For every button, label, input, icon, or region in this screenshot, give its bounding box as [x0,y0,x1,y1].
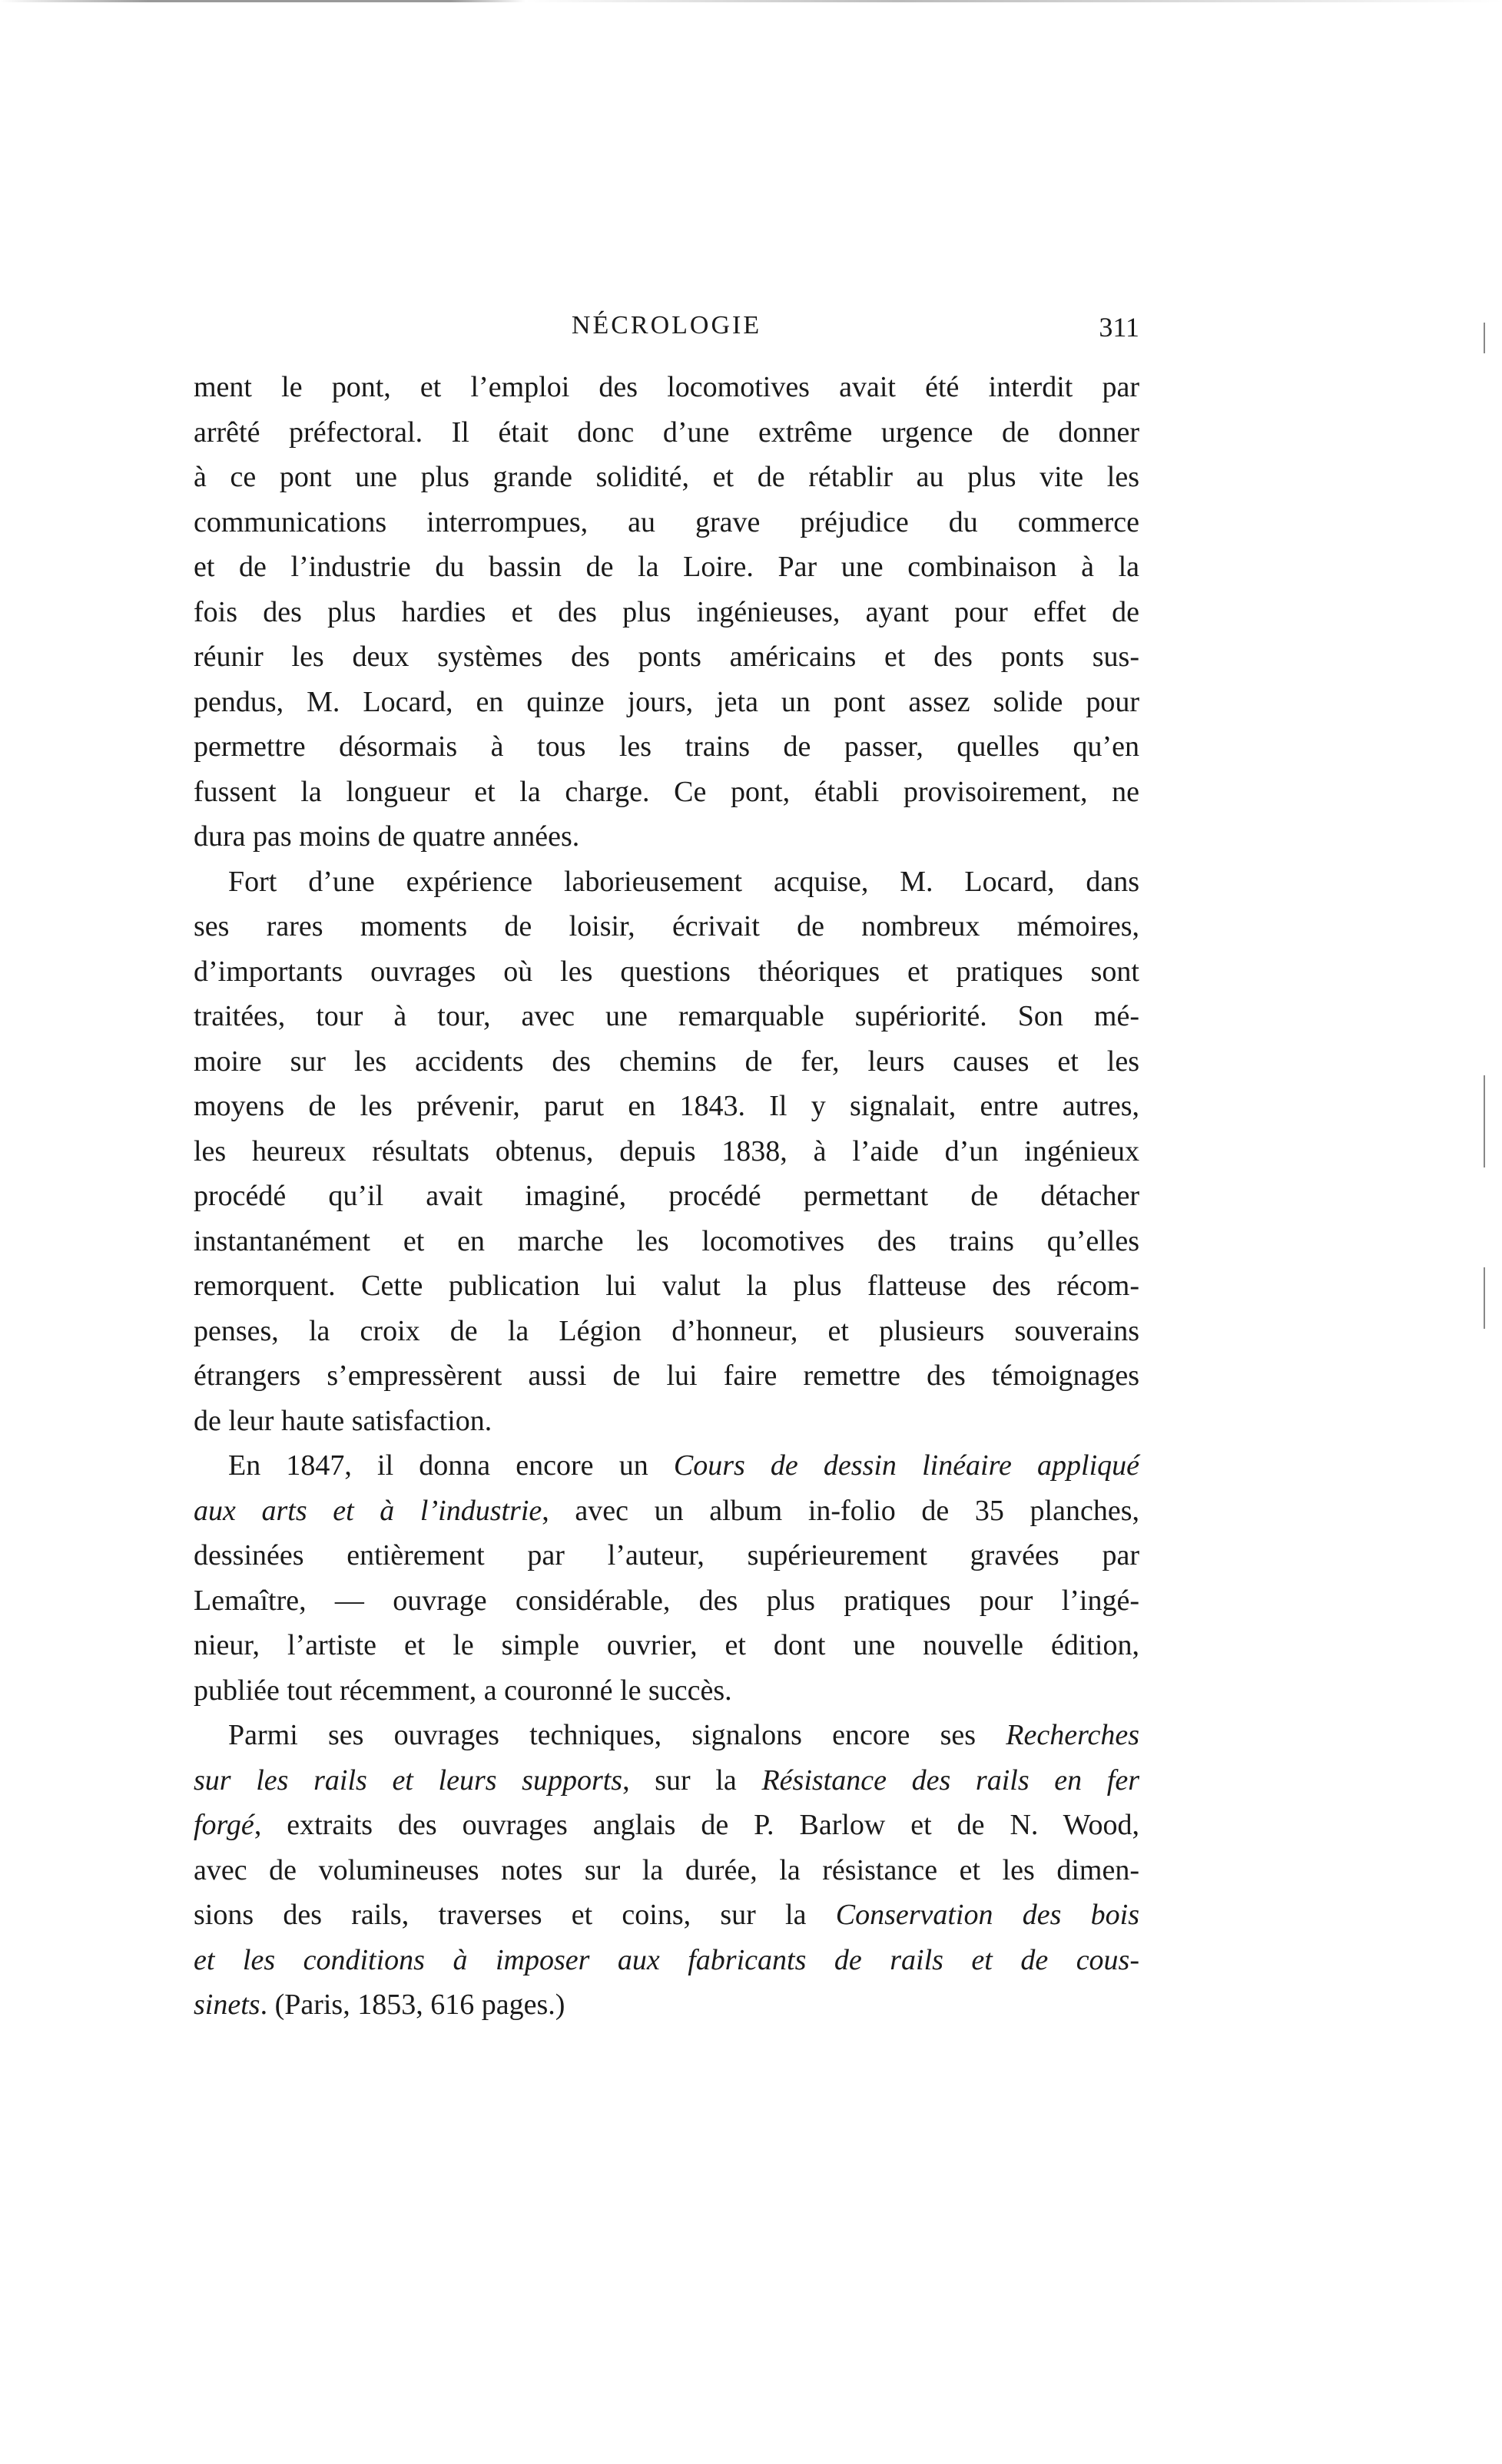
text-run: instantanément et en marche les locomotives des trains qu’elles [194,1224,1139,1257]
text-line [194,365,1139,410]
text-run: étrangers s’empressèrent aussi de lui faire remettre des témoignages [194,1360,1139,1392]
text-line [194,680,1139,725]
scan-edge-line [0,0,1502,2]
text-run: moyens de les prévenir, parut en 1843. Il y signalait, entre autres, [194,1090,1139,1122]
text-run: fois des plus hardies et des plus ingénieuses, ayant pour effet de [194,595,1139,628]
text-line [194,1848,1139,1893]
text-run: communications interrompues, au grave préjudice du commerce [194,505,1139,538]
text-line [194,859,1139,905]
page-number: 311 [1099,312,1139,343]
text-line [194,1533,1139,1578]
text-line [194,545,1139,590]
text-line [194,949,1139,995]
italic-title-text: sinets [194,1989,260,2021]
text-run: et de l’industrie du bassin de la Loire. Par une combinaison à la [194,551,1139,583]
text-run: à ce pont une plus grande solidité, et de rétablir au plus vite les [194,461,1139,493]
text-line [194,814,1139,859]
text-run: Lemaître, — ouvrage considérable, des plus pratiques pour l’ingé- [194,1584,1139,1617]
text-run: de leur haute satisfaction. [194,1404,492,1437]
italic-title-text: Cours de dessin linéaire appliqué [673,1449,1139,1482]
text-line [194,904,1139,949]
text-run: dessinées entièrement par l’auteur, supérieurement gravées par [194,1539,1139,1571]
text-run: , sur la [622,1764,762,1797]
text-line [194,634,1139,680]
italic-title-text: sur les rails et leurs supports [194,1764,623,1797]
text-run: ses rares moments de loisir, écrivait de nombreux mémoires, [194,910,1139,942]
text-line [194,1489,1139,1534]
text-run: ment le pont, et l’emploi des locomotives avait été interdit par [194,371,1139,403]
italic-title-text: aux arts et à l’industrie [194,1494,542,1527]
text-run: , extraits des ouvrages anglais de P. Barlow et de N. Wood, [254,1809,1139,1841]
text-run: Parmi ses ouvrages techniques, signalons encore ses [228,1719,1006,1751]
text-line [194,770,1139,815]
text-line [194,1713,1139,1758]
page-header [194,311,1139,349]
paragraph [194,1443,1139,1713]
page-body [194,365,1139,2028]
margin-mark [1484,323,1485,353]
text-line [194,1039,1139,1085]
text-run: Fort d’une expérience laborieusement acquise, M. Locard, dans [228,865,1139,898]
paragraph [194,1713,1139,2028]
paragraph [194,365,1139,859]
text-line [194,1803,1139,1848]
text-line [194,500,1139,545]
text-run: publiée tout récemment, a couronné le succès. [194,1674,732,1707]
text-run: les heureux résultats obtenus, depuis 1838, à l’aide d’un ingénieux [194,1134,1139,1167]
text-line [194,1309,1139,1354]
text-run: fussent la longueur et la charge. Ce pont, établi provisoirement, ne [194,775,1139,808]
italic-title-text: Résistance des rails en fer [761,1764,1139,1797]
text-line [194,455,1139,500]
text-line [194,724,1139,770]
text-line [194,1758,1139,1803]
text-run: d’importants ouvrages où les questions théoriques et pratiques sont [194,955,1139,988]
text-run: dura pas moins de quatre années. [194,820,580,853]
text-run: procédé qu’il avait imaginé, procédé permettant de détacher [194,1180,1139,1212]
text-run: arrêté préfectoral. Il était donc d’une extrême urgence de donner [194,416,1139,449]
text-line [194,1443,1139,1489]
text-run: penses, la croix de la Légion d’honneur, et plusieurs souverains [194,1314,1139,1347]
italic-title-text: Conservation des bois [835,1899,1139,1931]
text-line [194,1982,1139,2028]
text-line [194,1399,1139,1444]
margin-mark [1484,1267,1485,1329]
text-line [194,1668,1139,1714]
text-line [194,1938,1139,1983]
italic-title-text: Recherches [1006,1719,1139,1751]
running-head: NÉCROLOGIE [571,311,762,339]
text-run: avec de volumineuses notes sur la durée, la résistance et les dimen- [194,1853,1139,1886]
margin-mark [1484,1075,1485,1167]
text-run: sions des rails, traverses et coins, sur la [194,1899,836,1931]
text-line [194,1893,1139,1938]
text-run: nieur, l’artiste et le simple ouvrier, et dont une nouvelle édition, [194,1629,1139,1661]
italic-title-text: et les conditions à imposer aux fabricants de rails et de cous- [194,1943,1139,1976]
text-run: remorquent. Cette publication lui valut la plus flatteuse des récom- [194,1270,1139,1302]
text-line [194,1219,1139,1264]
text-line [194,1623,1139,1668]
text-line [194,1129,1139,1174]
text-run: permettre désormais à tous les trains de passer, quelles qu’en [194,730,1139,763]
text-line [194,1174,1139,1219]
text-run: moire sur les accidents des chemins de fer, leurs causes et les [194,1045,1139,1078]
text-line [194,1578,1139,1624]
text-run: , avec un album in-folio de 35 planches, [542,1494,1139,1527]
italic-title-text: forgé [194,1809,254,1841]
text-run: traitées, tour à tour, avec une remarquable supériorité. Son mé- [194,1000,1139,1032]
text-line [194,410,1139,455]
text-run: réunir les deux systèmes des ponts américains et des ponts sus- [194,641,1139,673]
text-run: . (Paris, 1853, 616 pages.) [260,1989,565,2021]
paragraph [194,859,1139,1444]
text-line [194,1084,1139,1129]
text-line [194,994,1139,1039]
text-run: pendus, M. Locard, en quinze jours, jeta un pont assez solide pour [194,685,1139,718]
text-run: En 1847, il donna encore un [228,1449,674,1482]
text-line [194,1263,1139,1309]
text-line [194,1353,1139,1399]
text-line [194,590,1139,635]
